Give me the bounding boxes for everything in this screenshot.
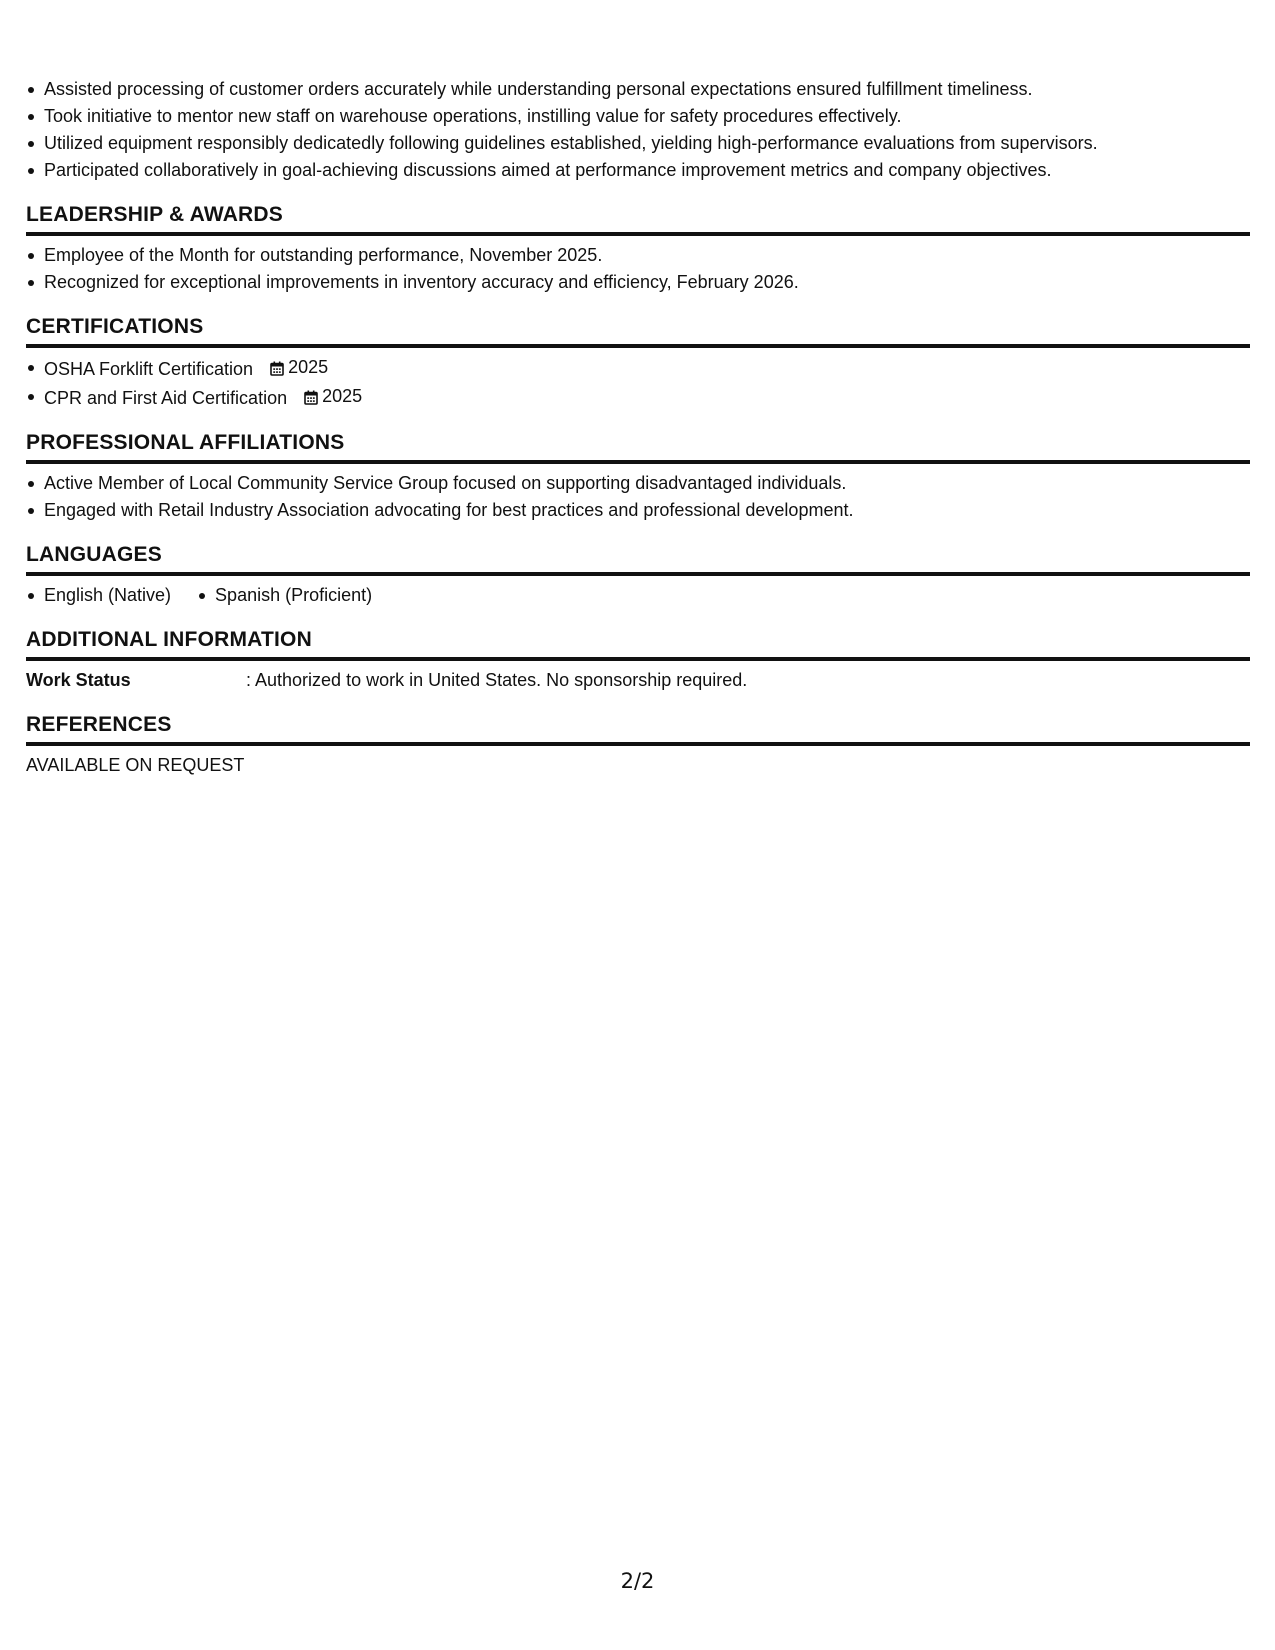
work-status-row <box>26 667 1250 694</box>
calendar-icon <box>270 361 284 376</box>
certification-date <box>270 354 328 381</box>
list-item: Utilized equipment responsibly dedicatedly following guidelines established, yielding high-performance evaluations from supervisors. <box>44 130 1250 157</box>
languages-section <box>26 542 1250 609</box>
list-item: Employee of the Month for outstanding performance, November 2025. <box>44 242 1250 269</box>
list-item <box>44 354 1250 383</box>
affiliations-section <box>26 430 1250 524</box>
references-section <box>26 712 1250 779</box>
additional-info-section <box>26 627 1250 694</box>
certification-name: OSHA Forklift Certification <box>44 359 254 379</box>
calendar-icon <box>304 390 318 405</box>
certification-date <box>304 383 362 410</box>
certification-year: 2025 <box>288 357 329 377</box>
list-item: Active Member of Local Community Service Group focused on supporting disadvantaged individuals. <box>44 470 1250 497</box>
languages-list <box>26 582 1250 609</box>
language-item: Spanish (Proficient) <box>215 582 372 609</box>
list-item: Recognized for exceptional improvements in inventory accuracy and efficiency, February 2026. <box>44 269 1250 296</box>
certification-year: 2025 <box>322 386 363 406</box>
resume-page <box>26 76 1250 779</box>
list-item: Took initiative to mentor new staff on warehouse operations, instilling value for safety procedures effectively. <box>44 103 1250 130</box>
experience-bullet-list <box>26 76 1250 184</box>
section-title-references: REFERENCES <box>26 712 1250 746</box>
leadership-section <box>26 202 1250 296</box>
work-status-label: Work Status <box>26 670 131 690</box>
references-text: AVAILABLE ON REQUEST <box>26 755 245 775</box>
certifications-section <box>26 314 1250 412</box>
list-item: Participated collaboratively in goal-achieving discussions aimed at performance improvement metrics and company objectives. <box>44 157 1250 184</box>
list-item <box>44 383 1250 412</box>
work-status-value: : Authorized to work in United States. No sponsorship required. <box>246 670 748 690</box>
section-title-leadership: LEADERSHIP & AWARDS <box>26 202 1250 236</box>
section-title-languages: LANGUAGES <box>26 542 1250 576</box>
section-title-additional: ADDITIONAL INFORMATION <box>26 627 1250 661</box>
language-item: English (Native) <box>44 582 171 609</box>
page-number: 2/2 <box>620 1569 655 1593</box>
certification-name: CPR and First Aid Certification <box>44 388 288 408</box>
affiliations-list <box>26 470 1250 524</box>
list-item: Engaged with Retail Industry Association advocating for best practices and professional development. <box>44 497 1250 524</box>
list-item: Assisted processing of customer orders accurately while understanding personal expectations ensured fulfillment timeliness. <box>44 76 1250 103</box>
leadership-list <box>26 242 1250 296</box>
section-title-affiliations: PROFESSIONAL AFFILIATIONS <box>26 430 1250 464</box>
certifications-list <box>26 354 1250 412</box>
section-title-certifications: CERTIFICATIONS <box>26 314 1250 348</box>
